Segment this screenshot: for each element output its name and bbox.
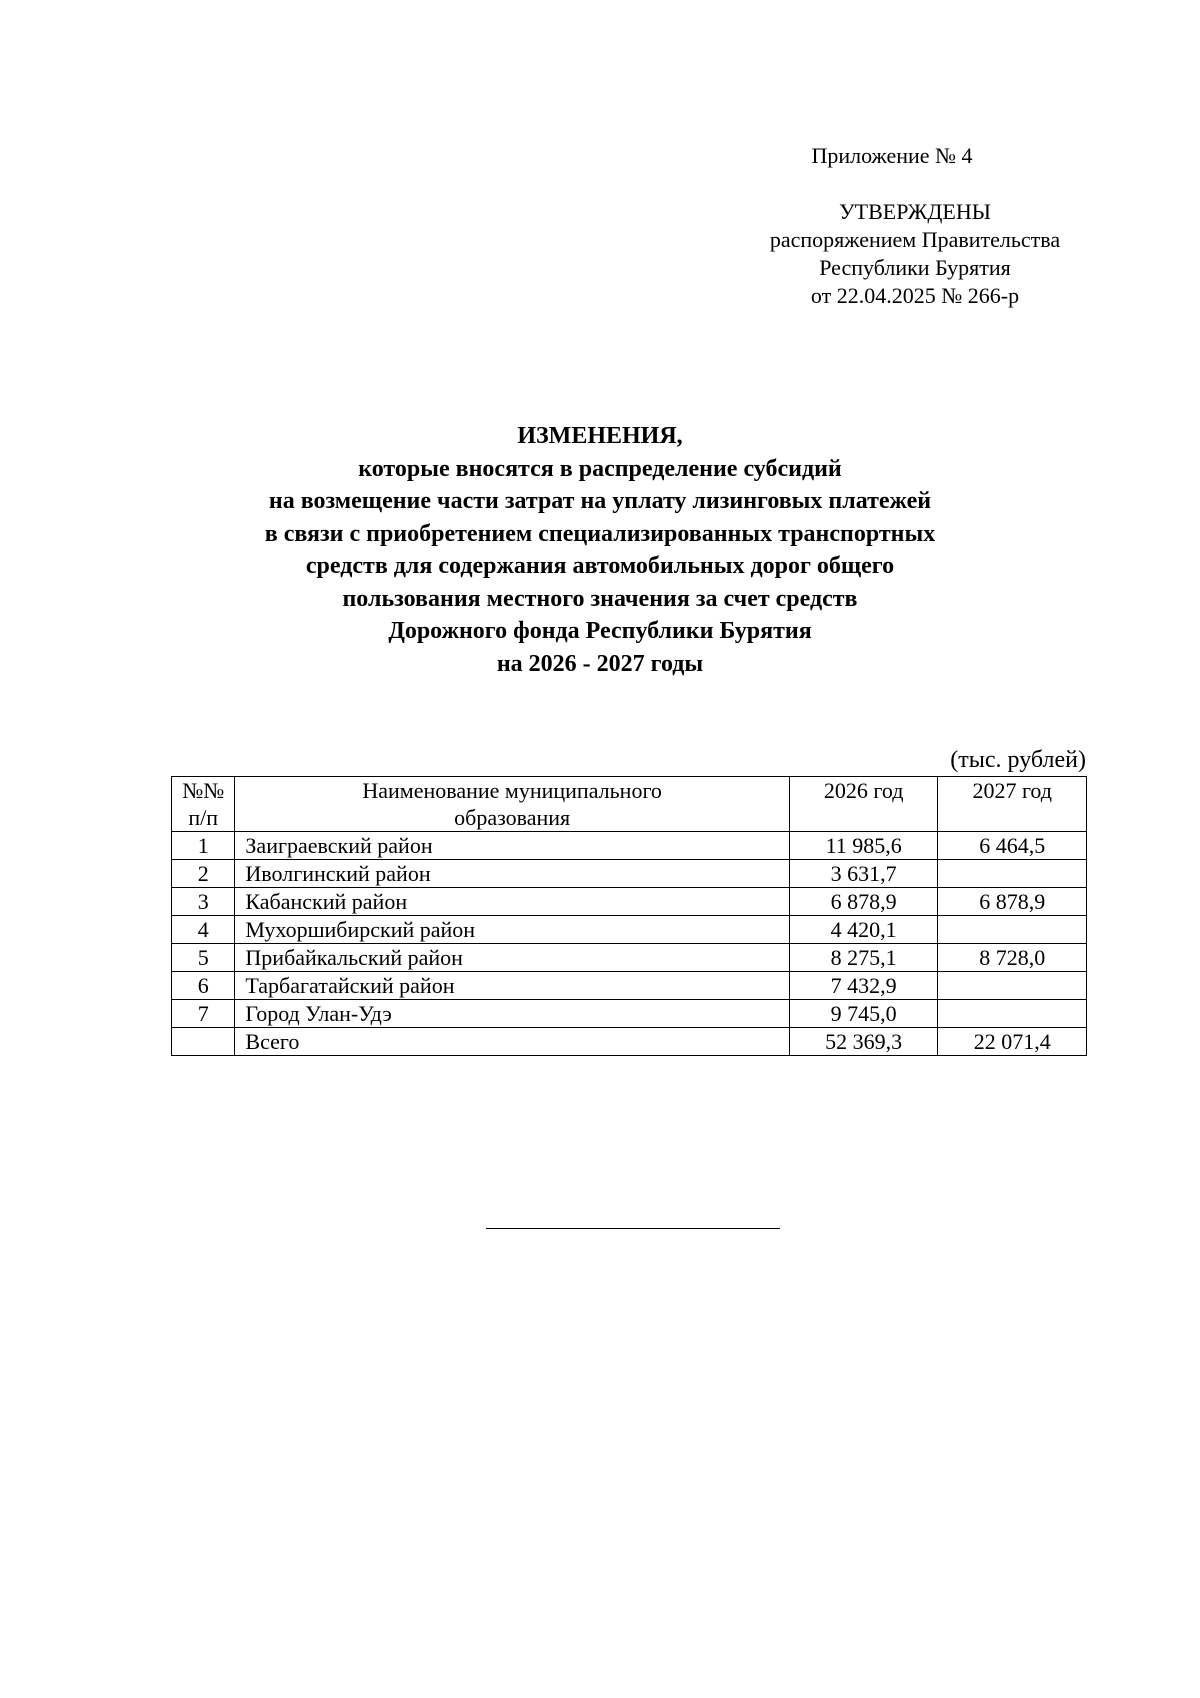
closing-rule [486, 1228, 780, 1229]
title-line: ИЗМЕНЕНИЯ, [517, 423, 683, 449]
table-row [172, 944, 1087, 972]
approval-date: от 22.04.2025 № 266-р [810, 283, 1020, 308]
total-label: Всего [235, 1028, 790, 1056]
municipality-name: Заиграевский район [235, 832, 790, 860]
amount-2026: 11 985,6 [789, 832, 938, 860]
total-2027: 22 071,4 [938, 1028, 1087, 1056]
row-number: 5 [172, 944, 235, 972]
amount-2026: 3 631,7 [789, 860, 938, 888]
title-line: на 2026 - 2027 годы [496, 650, 704, 677]
table-row [172, 1000, 1087, 1028]
amount-2027 [938, 916, 1087, 944]
table-row [172, 972, 1087, 1000]
header-municipality [235, 777, 790, 832]
title-line: Дорожного фонда Республики Бурятия [388, 618, 812, 644]
amount-2026: 4 420,1 [789, 916, 938, 944]
approval-line: распоряжением Правительства [769, 227, 1061, 252]
amount-2026: 7 432,9 [789, 972, 938, 1000]
total-2026: 52 369,3 [789, 1028, 938, 1056]
amount-2026: 9 745,0 [789, 1000, 938, 1028]
title-line: которые вносятся в распределение субсидий [358, 455, 842, 482]
approval-line: Республики Бурятия [819, 255, 1011, 280]
title-line: средств для содержания автомобильных дорог общего [305, 553, 895, 579]
amount-2027: 6 878,9 [938, 888, 1087, 916]
subsidy-distribution-table [171, 776, 1087, 1056]
table-row [172, 860, 1087, 888]
amount-2027 [938, 1000, 1087, 1028]
table-header-row [172, 777, 1087, 832]
amount-2027: 6 464,5 [938, 832, 1087, 860]
municipality-name: Иволгинский район [235, 860, 790, 888]
total-row [172, 1028, 1087, 1056]
approval-block [748, 198, 1082, 310]
row-number: 3 [172, 888, 235, 916]
header-year-2026: 2026 год [789, 777, 938, 832]
row-number: 4 [172, 916, 235, 944]
units-note: (тыс. рублей) [950, 747, 1086, 773]
total-number [172, 1028, 235, 1056]
row-number: 7 [172, 1000, 235, 1028]
amount-2027 [938, 860, 1087, 888]
table-row [172, 832, 1087, 860]
title-line: в связи с приобретением специализированных транспортных [264, 520, 936, 547]
header-municipality-line: образования [454, 805, 571, 830]
title-line: пользования местного значения за счет средств [342, 585, 858, 612]
row-number: 6 [172, 972, 235, 1000]
municipality-name: Прибайкальский район [235, 944, 790, 972]
title-line: на возмещение части затрат на уплату лизинговых платежей [268, 488, 932, 514]
header-year-2027: 2027 год [938, 777, 1087, 832]
amount-2027 [938, 972, 1087, 1000]
document-title [150, 420, 1050, 680]
appendix-number: Приложение № 4 [811, 143, 973, 168]
table-row [172, 916, 1087, 944]
header-number-line: п/п [188, 805, 219, 830]
municipality-name: Город Улан-Удэ [235, 1000, 790, 1028]
approval-heading: УТВЕРЖДЕНЫ [839, 199, 991, 224]
table-row [172, 888, 1087, 916]
amount-2026: 8 275,1 [789, 944, 938, 972]
header-number [172, 777, 235, 832]
municipality-name: Кабанский район [235, 888, 790, 916]
row-number: 1 [172, 832, 235, 860]
amount-2026: 6 878,9 [789, 888, 938, 916]
row-number: 2 [172, 860, 235, 888]
amount-2027: 8 728,0 [938, 944, 1087, 972]
municipality-name: Тарбагатайский район [235, 972, 790, 1000]
header-number-line: №№ [182, 778, 225, 803]
header-municipality-line: Наименование муниципального [362, 778, 662, 803]
municipality-name: Мухоршибирский район [235, 916, 790, 944]
